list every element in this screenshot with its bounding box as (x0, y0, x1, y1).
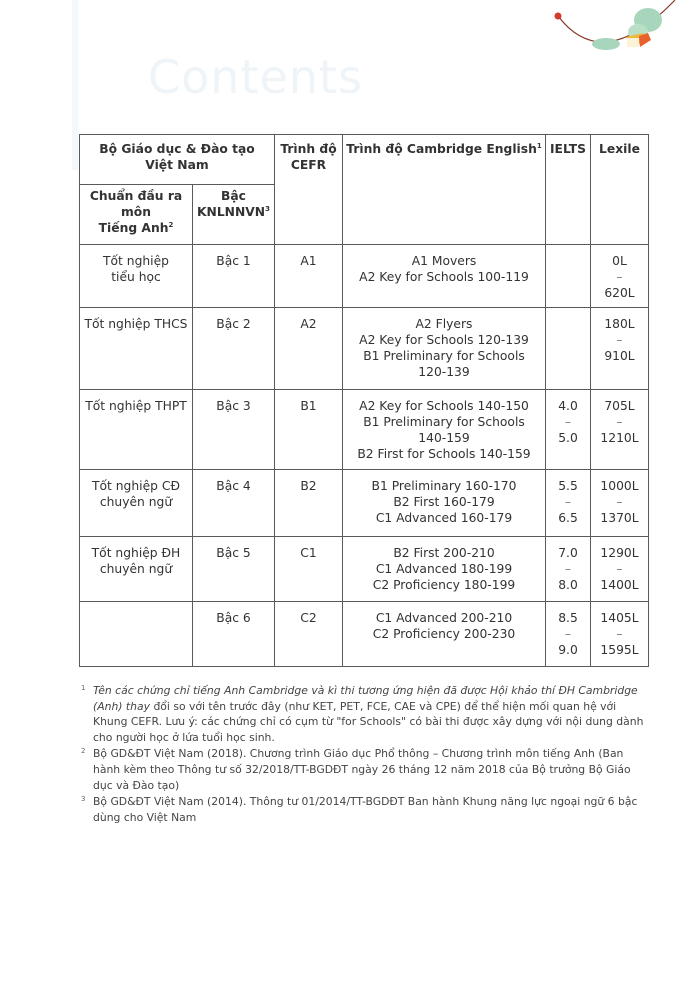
cambridge-line: B2 First 160-179 (393, 495, 495, 509)
footnotes (81, 683, 653, 826)
outcome-line: Tốt nghiệp THPT (85, 399, 187, 413)
cambridge-line: C2 Proficiency 180-199 (372, 578, 516, 592)
cell-cambridge (343, 537, 546, 602)
lexile-value: 1370L (600, 511, 639, 525)
table-body (80, 245, 649, 667)
cambridge-line: A1 Movers (411, 254, 477, 268)
header-ministry-line2: Việt Nam (145, 158, 209, 172)
cambridge-line: C1 Advanced 160-179 (375, 511, 513, 525)
footnote-1-mark: 1 (81, 684, 86, 692)
cell-cambridge (343, 390, 546, 470)
cefr-equivalence-table (79, 134, 649, 667)
cell-cambridge (343, 308, 546, 390)
cell-ielts (546, 602, 591, 667)
footnote-3-text: Bộ GD&ĐT Việt Nam (2014). Thông tư 01/2014/TT-BGDĐT Ban hành Khung năng lực ngoại ngữ 6 bậc dùng cho Việt Nam (93, 795, 638, 824)
lexile-value: 1290L (600, 546, 639, 560)
level-value: Bậc 5 (216, 546, 251, 560)
cell-lexile (591, 537, 649, 602)
ielts-value: 8.0 (558, 578, 578, 592)
level-value: Bậc 3 (216, 399, 251, 413)
cell-level (193, 537, 275, 602)
cefr-value: C2 (300, 611, 317, 625)
lexile-range-dash: – (616, 270, 623, 284)
cambridge-line: 120-139 (418, 365, 470, 379)
cell-cefr (275, 602, 343, 667)
outcome-line: Tốt nghiệp (103, 254, 169, 268)
bleed-through-title: Contents (148, 50, 363, 104)
cell-cefr (275, 308, 343, 390)
table-row (80, 390, 649, 470)
cell-ielts (546, 308, 591, 390)
ielts-range-dash: – (564, 562, 572, 576)
lexile-value: 1405L (600, 611, 639, 625)
outcome-line: tiểu học (111, 270, 161, 284)
lexile-range-dash: – (616, 562, 623, 576)
lexile-range-dash: – (616, 627, 623, 641)
ielts-value: 8.5 (558, 611, 578, 625)
table-row (80, 308, 649, 390)
header-outcome-line2: môn (120, 205, 152, 219)
lexile-value: 1210L (600, 431, 639, 445)
footnote-1-text: đổi so với tên trước đây (như KET, PET, FCE, CAE và CPE) để thể hiện mối quan hệ với Khung CEFR. Lưu ý: các chứng chỉ có cụm từ "for Schools" có bài thi được xây dựng với nội dung dành cho người học ở lứa tuổi học sinh. (93, 699, 644, 744)
cell-cefr (275, 470, 343, 537)
lexile-value: 705L (604, 399, 635, 413)
outcome-line: Tốt nghiệp CĐ (92, 479, 180, 493)
ielts-range-dash: – (564, 415, 572, 429)
lexile-value: 910L (604, 349, 635, 363)
header-level-line2-text: KNLNNVN (197, 205, 266, 219)
ielts-range-dash (546, 332, 590, 348)
cambridge-line: C1 Advanced 200-210 (375, 611, 513, 625)
cefr-value: C1 (300, 546, 317, 560)
cefr-value: A2 (300, 317, 317, 331)
header-cefr-line2: CEFR (290, 158, 327, 172)
ielts-value (546, 348, 590, 364)
lexile-value: 620L (604, 286, 635, 300)
lexile-value: 1400L (600, 578, 639, 592)
outcome-line: chuyên ngữ (99, 562, 173, 576)
table-row (80, 245, 649, 308)
cell-outcome (80, 602, 193, 667)
cell-level (193, 308, 275, 390)
cell-outcome (80, 308, 193, 390)
corner-illustration-icon (548, 0, 678, 60)
ielts-value (546, 285, 590, 301)
table-row (80, 537, 649, 602)
table-row (80, 470, 649, 537)
header-cambridge (343, 135, 546, 245)
bleed-through-bar (72, 0, 78, 170)
cambridge-line: B1 Preliminary for Schools (363, 349, 525, 363)
header-level-line1: Bậc (221, 189, 246, 203)
lexile-range-dash: – (616, 415, 623, 429)
ielts-value: 6.5 (558, 511, 578, 525)
cefr-value: A1 (300, 254, 317, 268)
cambridge-line: B1 Preliminary for Schools (363, 415, 525, 429)
cambridge-line: C2 Proficiency 200-230 (372, 627, 516, 641)
header-level (193, 185, 275, 245)
cell-outcome (80, 245, 193, 308)
cell-ielts (546, 470, 591, 537)
ielts-value: 7.0 (558, 546, 578, 560)
footnote-2 (81, 746, 653, 793)
cell-cambridge (343, 602, 546, 667)
ielts-value (546, 316, 590, 332)
ielts-value: 4.0 (558, 399, 578, 413)
cell-cambridge (343, 470, 546, 537)
outcome-line: Tốt nghiệp ĐH (91, 546, 181, 560)
footnote-1 (81, 683, 653, 745)
header-outcome (80, 185, 193, 245)
header-ielts: IELTS (546, 135, 591, 245)
cell-outcome (80, 537, 193, 602)
header-lexile: Lexile (591, 135, 649, 245)
cambridge-line: B2 First for Schools 140-159 (357, 447, 531, 461)
lexile-value: 0L (612, 254, 627, 268)
cell-cambridge (343, 245, 546, 308)
cell-outcome (80, 470, 193, 537)
cell-ielts (546, 245, 591, 308)
footnote-3-mark: 3 (81, 795, 86, 804)
cell-lexile (591, 245, 649, 308)
ielts-value: 5.5 (558, 479, 578, 493)
cambridge-line: A2 Key for Schools 120-139 (359, 333, 529, 347)
outcome-line: Tốt nghiệp THCS (84, 317, 188, 331)
header-ministry-line1: Bộ Giáo dục & Đào tạo (99, 142, 255, 156)
footnote-1-italic: Tên các chứng chỉ tiếng Anh Cambridge và kì thi tương ứng hiện đã được Hội khảo thí ĐH Cambridge (Anh) thay (93, 684, 638, 713)
cell-cefr (275, 390, 343, 470)
footnote-ref-1: 1 (536, 141, 542, 150)
header-cefr-line1: Trình độ (280, 142, 337, 156)
lexile-value: 1595L (600, 643, 639, 657)
cell-ielts (546, 537, 591, 602)
header-outcome-line3-text: Tiếng Anh (98, 221, 169, 235)
cell-lexile (591, 602, 649, 667)
cambridge-line: A2 Key for Schools 140-150 (359, 399, 529, 413)
cell-lexile (591, 308, 649, 390)
lexile-range-dash: – (616, 495, 623, 509)
footnote-ref-3: 3 (265, 204, 270, 213)
cambridge-line: B2 First 200-210 (393, 546, 495, 560)
cell-lexile (591, 390, 649, 470)
ielts-value: 5.0 (558, 431, 578, 445)
cell-level (193, 245, 275, 308)
cell-level (193, 602, 275, 667)
level-value: Bậc 6 (216, 611, 251, 625)
cell-cefr (275, 245, 343, 308)
cell-cefr (275, 537, 343, 602)
cell-ielts (546, 390, 591, 470)
cefr-value: B1 (300, 399, 317, 413)
cambridge-line: B1 Preliminary 160-170 (371, 479, 517, 493)
header-ministry-group (80, 135, 275, 185)
footnote-ref-2: 2 (168, 220, 174, 229)
cambridge-line: C1 Advanced 180-199 (375, 562, 513, 576)
header-cambridge-label: Trình độ Cambridge English (346, 142, 537, 156)
cell-level (193, 470, 275, 537)
table-row (80, 602, 649, 667)
cefr-value: B2 (300, 479, 317, 493)
ielts-range-dash: – (564, 495, 572, 509)
cell-level (193, 390, 275, 470)
footnote-3 (81, 794, 653, 825)
footnote-2-text: Bộ GD&ĐT Việt Nam (2018). Chương trình Giáo dục Phổ thông – Chương trình môn tiếng Anh (Ban hành kèm theo Thông tư số 32/2018/TT-BGDĐT ngày 26 tháng 12 năm 2018 của Bộ trưởng Bộ Giáo dục và Đào tạo) (93, 747, 631, 792)
cambridge-line: A2 Key for Schools 100-119 (359, 270, 529, 284)
header-outcome-line1: Chuẩn đầu ra (89, 189, 183, 203)
outcome-line: chuyên ngữ (99, 495, 173, 509)
level-value: Bậc 2 (216, 317, 251, 331)
lexile-value: 180L (604, 317, 635, 331)
table-header-row-top (80, 135, 649, 185)
ielts-range-dash (546, 269, 590, 285)
ielts-value: 9.0 (558, 643, 578, 657)
level-value: Bậc 4 (216, 479, 251, 493)
header-outcome-line3 (80, 220, 192, 236)
cell-lexile (591, 470, 649, 537)
cambridge-line: A2 Flyers (415, 317, 473, 331)
ielts-range-dash: – (564, 627, 572, 641)
header-level-line2 (193, 204, 274, 220)
lexile-value: 1000L (600, 479, 639, 493)
lexile-range-dash: – (616, 333, 623, 347)
level-value: Bậc 1 (216, 254, 251, 268)
cambridge-line: 140-159 (418, 431, 470, 445)
footnote-2-mark: 2 (81, 747, 86, 756)
ielts-value (546, 253, 590, 269)
cell-outcome (80, 390, 193, 470)
header-cefr (275, 135, 343, 245)
